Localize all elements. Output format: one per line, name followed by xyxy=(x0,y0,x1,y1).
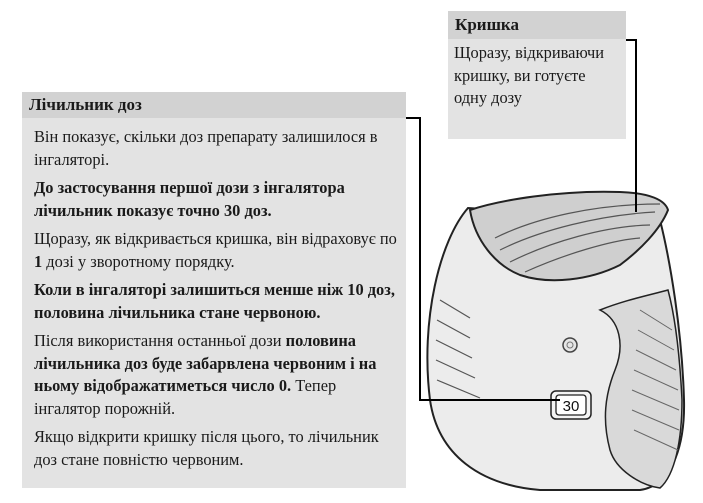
cap-text: Щоразу, відкриваючи кришку, ви готуєте одну дозу xyxy=(454,43,605,107)
dose-counter-text xyxy=(22,120,406,488)
dose-counter-value: 30 xyxy=(562,398,580,415)
cap-callout xyxy=(448,11,626,139)
dose-counter-title: Лічильник доз xyxy=(22,92,406,118)
dose-counter-callout xyxy=(22,92,406,488)
counter-paragraph-4: Коли в інгаляторі залишиться менше ніж 10 доз, половина лічильника стане червоною. xyxy=(34,280,395,322)
counter-paragraph-1: Він показує, скільки доз препарату залишилося в інгаляторі. xyxy=(34,127,378,169)
cap-title: Кришка xyxy=(448,11,626,39)
counter-paragraph-6: Якщо відкрити кришку після цього, то лічильник доз стане повністю червоним. xyxy=(34,427,379,469)
counter-paragraph-5: Після використання останньої дози половина лічильника доз буде забарвлена червоним і на ньому відображатиметься число 0. Тепер інгалятор порожній. xyxy=(34,331,377,418)
counter-paragraph-3: Щоразу, як відкривається кришка, він відраховує по 1 дозі у зворотному порядку. xyxy=(34,229,397,271)
indicator-circle xyxy=(563,338,577,352)
counter-paragraph-2: До застосування першої дози з інгалятора лічильник показує точно 30 доз. xyxy=(34,178,345,220)
